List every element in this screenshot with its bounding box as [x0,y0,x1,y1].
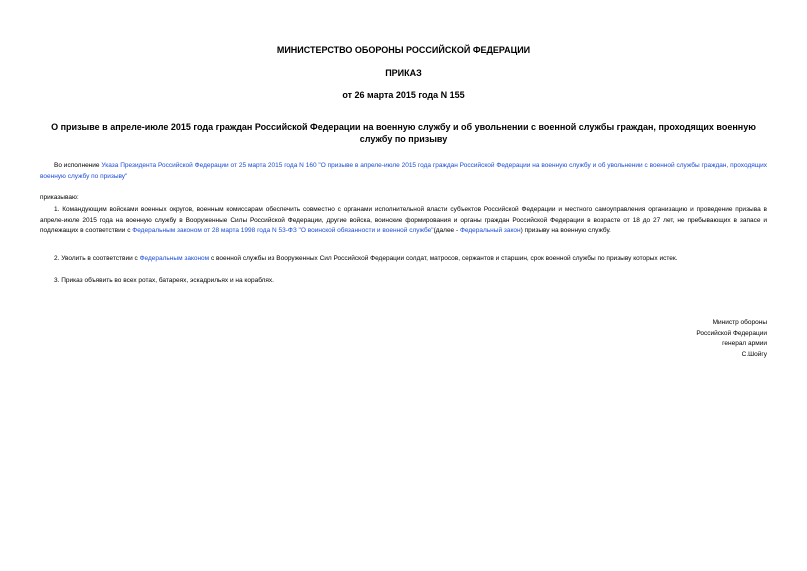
intro-prefix: Во исполнение [54,162,102,169]
signature-name: С.Шойгу [741,350,767,358]
item-3-paragraph: 3. Приказ объявить во всех ротах, батареях, эскадрильях и на кораблях. [54,277,274,284]
item-1-text-b: (далее - [433,227,460,234]
ordered-label: приказываю: [40,194,79,201]
item-2-text-a: 2. Уволить в соответствии с [54,255,140,262]
document-title: О призыве в апреле-июле 2015 года граждан Российской Федерации на военную службу и об увольнении с военной службы граждан, проходящих военную службу по призыву [51,122,756,144]
signature-country: Российской Федерации [696,329,767,337]
item-2-paragraph [40,254,767,265]
ministry-heading: МИНИСТЕРСТВО ОБОРОНЫ РОССИЙСКОЙ ФЕДЕРАЦИИ [276,45,531,55]
federal-law-53fz-link[interactable]: Федеральным законом от 28 марта 1998 года N 53-ФЗ "О воинской обязанности и военной службе" [132,227,434,234]
signature-block [696,318,767,360]
date-number: от 26 марта 2015 года N 155 [342,90,465,100]
signature-title: Министр обороны [712,319,767,326]
federal-law-short-link[interactable]: Федеральный закон [459,227,521,234]
item-1-text-a: 1. Командующим войсками военных округов, военным комиссарам обеспечить совместно с органами исполнительной власти субъектов Российской Федерации и местного самоуправления организацию и проведение призыва в апреле-июле 2015 года на военную службу в Вооруженные Силы Российской Федерации, другие войска, воинские формирования и органы граждан Российской Федерации в возрасте от 18 до 27 лет, не пребывающих в запасе и подлежащих в соответствии с [40,206,767,234]
item-1-paragraph [40,205,767,237]
intro-paragraph [40,161,767,182]
signature-rank: генерал армии [722,340,767,347]
item-1-text-c: ) призыву на военную службу. [520,227,611,234]
document-type: ПРИКАЗ [385,68,422,78]
decree-link[interactable]: Указа Президента Российской Федерации от 25 марта 2015 года N 160 "О призыве в апреле-июле 2015 года граждан Российской Федерации на военную службу и об увольнении с военной службы граждан, проходящих военную службу по призыву" [40,162,768,180]
item-2-text-b: с военной службы из Вооруженных Сил Российской Федерации солдат, матросов, сержантов и старшин, срок военной службы по призыву которых истек. [209,255,678,262]
federal-law-link[interactable]: Федеральным законом [139,255,210,262]
